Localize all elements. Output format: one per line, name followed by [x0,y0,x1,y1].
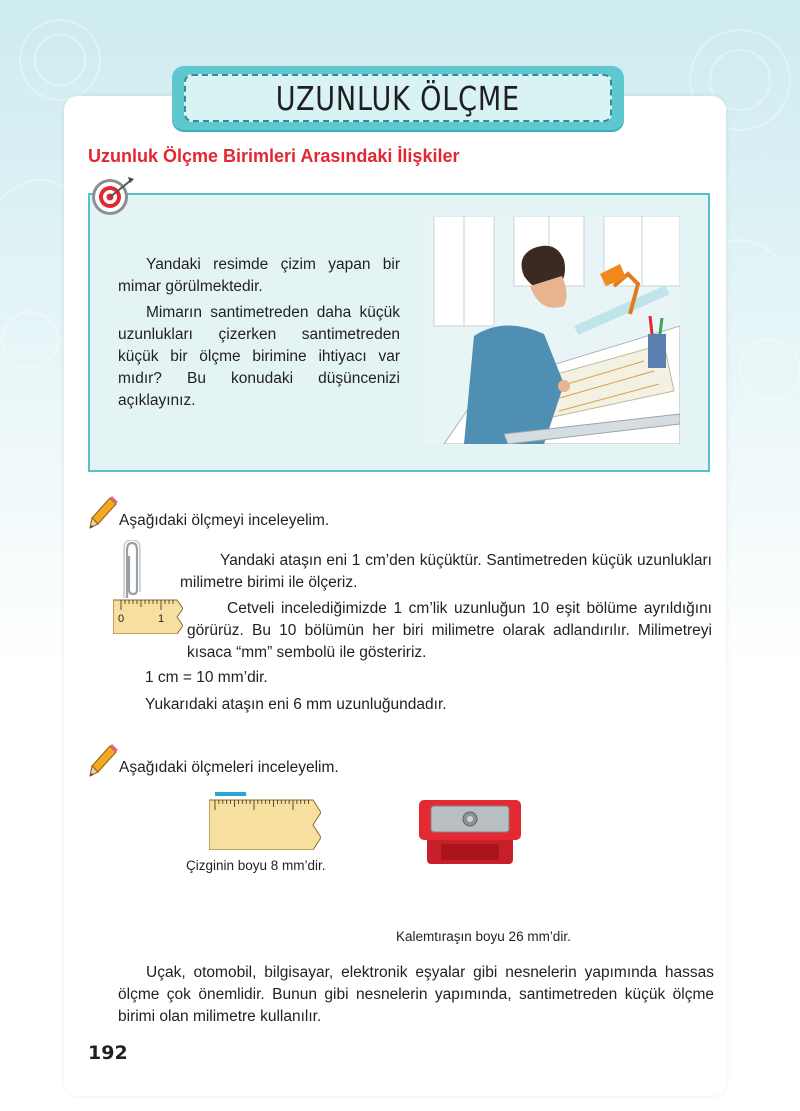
ruler-label: 1 [157,613,165,625]
activity1-paragraph-1: Yandaki ataşın eni 1 cm’den küçüktür. Santimetreden küçük uzunlukları milimetre birimi ile ölçeriz. [180,552,712,591]
question-paragraph-1: Yandaki resimde çizim yapan bir mimar görülmektedir. [118,256,400,295]
measured-line [215,792,246,796]
line-caption: Çizginin boyu 8 mm’dir. [186,858,326,873]
target-icon [90,173,136,219]
page-title: UZUNLUK ÖLÇME [275,78,521,118]
section-heading: Uzunluk Ölçme Birimleri Arasındaki İlişkiler [88,146,460,166]
architect-illustration [424,216,680,444]
activity1-paragraph-2: Cetveli incelediğimizde 1 cm’lik uzunluğun 10 eşit bölüme ayrıldığını görürüz. Bu 10 bölümün her biri milimetre olarak adlandırılır. Milimetreyi kısaca “mm” sembolü ile gösteririz. [187,600,712,661]
ruler-sharpener [414,868,556,912]
activity1-result: Yukarıdaki ataşın eni 6 mm uzunluğundadır. [145,696,447,713]
activity1-equation: 1 cm = 10 mm’dir. [145,669,268,686]
sharpener-caption: Kalemtıraşın boyu 26 mm’dir. [396,929,571,944]
paperclip-icon [119,540,145,600]
ruler-paperclip [113,598,183,634]
title-banner [172,66,624,130]
bottom-paragraph: Uçak, otomobil, bilgisayar, elektronik eşyalar gibi nesnelerin yapımında hassas ölçme çok önemlidir. Bunun gibi nesnelerin yapımında, santimetreden küçük ölçme birimi olan milimetre kullanılır. [118,964,714,1025]
ruler-line [209,792,321,850]
pencil-icon [88,496,118,530]
sharpener-illustration [419,796,521,866]
activity1-lead: Aşağıdaki ölçmeyi inceleyelim. [119,512,330,529]
ruler-label: 0 [117,613,125,625]
question-paragraph-2: Mimarın santimetreden daha küçük uzunlukları çizerken santimetreden küçük bir ölçme birimine ihtiyacı var mıdır? Bu konudaki düşüncenizi açıklayınız. [118,304,400,409]
page-number: 192 [88,1042,128,1064]
pencil-icon [88,744,118,778]
activity2-lead: Aşağıdaki ölçmeleri inceleyelim. [119,759,339,776]
